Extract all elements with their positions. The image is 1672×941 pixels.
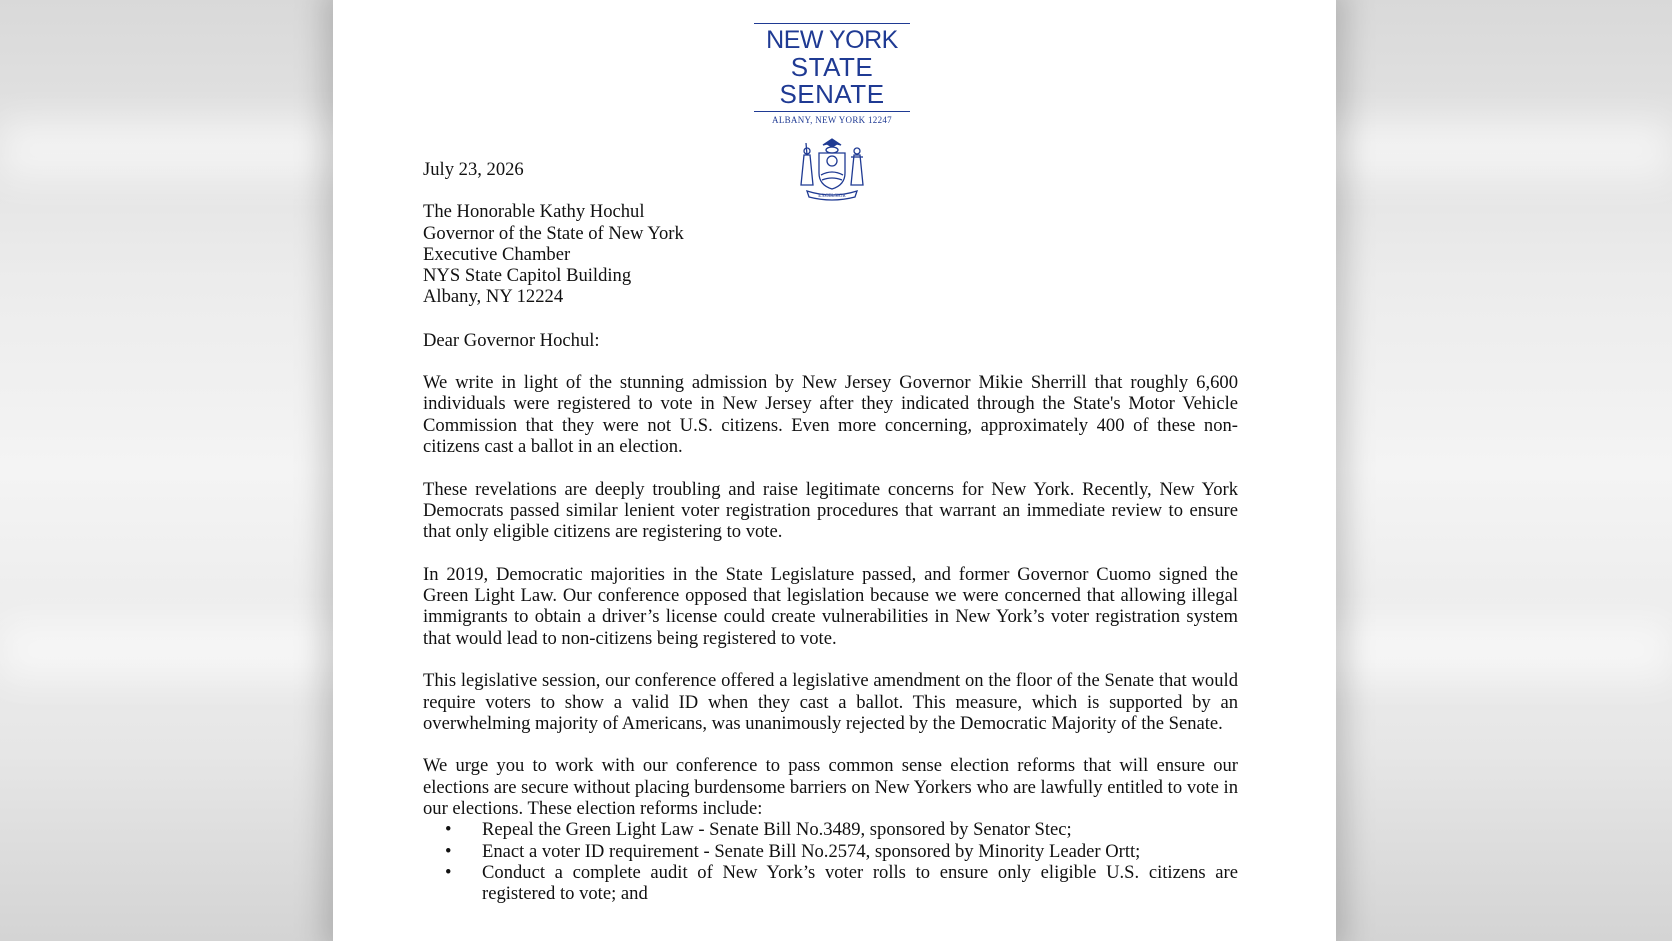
list-item: [423, 819, 1238, 840]
letterhead-rule: [754, 111, 910, 112]
letterhead-line-state: STATE: [790, 52, 874, 82]
letter-paragraph: We urge you to work with our conference to pass common sense election reforms that will ensure our elections are secure without placing burdensome barriers on New Yorkers who are lawfully entitled to vote in our elections. These election reforms include:: [423, 755, 1238, 820]
recipient-line: The Honorable Kathy Hochul: [423, 201, 645, 223]
letterhead-rule: [754, 23, 910, 24]
bullet-icon: •: [445, 819, 452, 841]
salutation: Dear Governor Hochul:: [423, 329, 600, 351]
letter-paragraph: In 2019, Democratic majorities in the State Legislature passed, and former Governor Cuomo signed the Green Light Law. Our conference opposed that legislation because we were concerned that allowing illegal immigrants to obtain a driver’s license could create vulnerabilities in New York’s voter registration system that would lead to non-citizens being registered to vote.: [423, 563, 1238, 649]
bullet-icon: •: [445, 840, 452, 862]
letter-paragraph: This legislative session, our conference offered a legislative amendment on the floor of the Senate that would require voters to show a valid ID when they cast a ballot. This measure, which is supported by an overwhelming majority of Americans, was unanimously rejected by the Democratic Majority of the Senate.: [423, 670, 1238, 734]
letter-date: July 23, 2026: [423, 159, 524, 180]
reform-text: Repeal the Green Light Law - Senate Bill No.3489, sponsored by Senator Stec;: [482, 819, 1072, 841]
list-item: [423, 841, 1238, 862]
recipient-line: Executive Chamber: [423, 243, 571, 265]
senate-letterhead: [754, 23, 910, 125]
election-reforms-list: [423, 819, 1238, 904]
recipient-line: Governor of the State of New York: [423, 222, 684, 244]
reform-text: Enact a voter ID requirement - Senate Bill No.2574, sponsored by Minority Leader Ortt;: [482, 840, 1141, 862]
recipient-address-block: [423, 201, 1238, 307]
recipient-line: NYS State Capitol Building: [423, 265, 632, 287]
bullet-icon: •: [445, 861, 452, 883]
letterhead-line-senate: SENATE: [779, 79, 885, 109]
letter-page: [333, 0, 1336, 941]
letter-body: [423, 159, 1238, 905]
reform-text: Conduct a complete audit of New York’s voter rolls to ensure only eligible U.S. citizens are registered to vote; and: [482, 861, 1238, 905]
letter-paragraph: We write in light of the stunning admission by New Jersey Governor Mikie Sherrill that roughly 6,600 individuals were registered to vote in New Jersey after they indicated through the State's Motor Vehicle Commission that they were not U.S. citizens. Even more concerning, approximately 400 of these non-citizens cast a ballot in an election.: [423, 372, 1238, 457]
seal-banner-label: EXCELSIOR: [818, 194, 846, 199]
recipient-line: Albany, NY 12224: [423, 286, 564, 308]
letterhead-line-new-york: NEW YORK: [766, 26, 898, 54]
letterhead-address: ALBANY, NEW YORK 12247: [772, 115, 892, 125]
letter-paragraph: These revelations are deeply troubling and raise legitimate concerns for New York. Recently, New York Democrats passed similar lenient voter registration procedures that warrant an immediate review to ensure that only eligible citizens are registering to vote.: [423, 478, 1238, 543]
list-item: [423, 862, 1238, 905]
